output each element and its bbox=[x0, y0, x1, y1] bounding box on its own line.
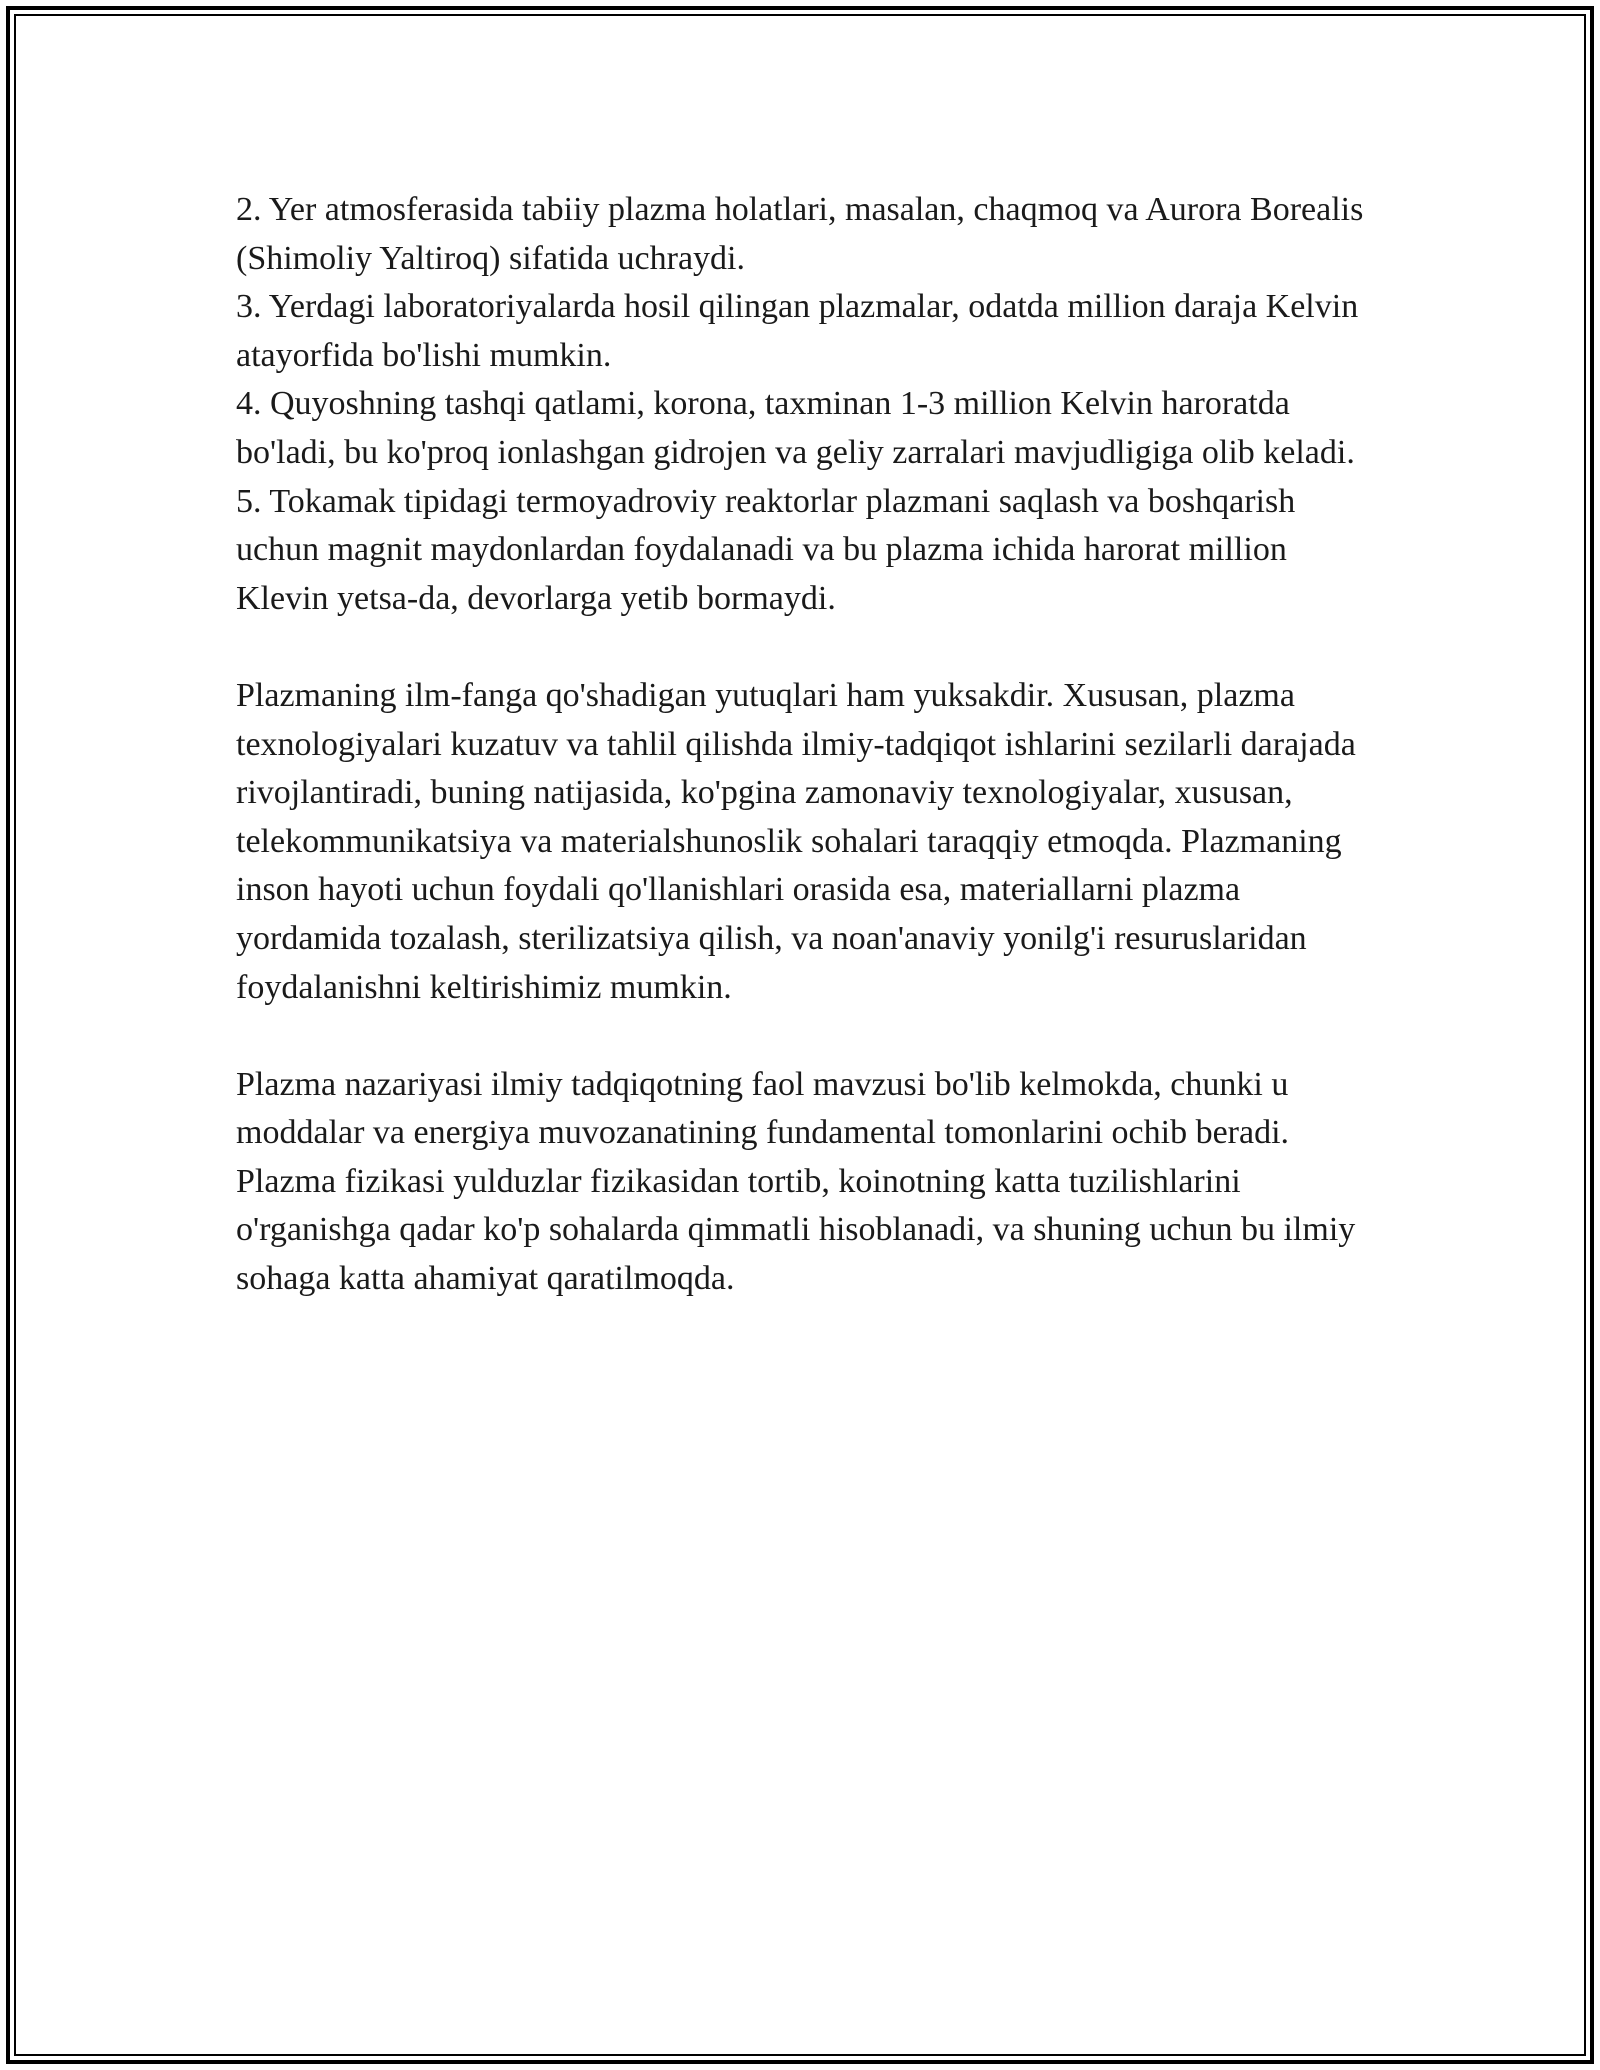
paragraph: Plazma nazariyasi ilmiy tadqiqotning faol mavzusi bo'lib kelmokda, chunki u moddalar va energiya muvozanatining fundamental tomonlarini ochib beradi. Plazma fizikasi yulduzlar fizikasidan tortib, koinotning katta tuzilishlarini o'rganishga qadar ko'p sohalarda qimmatli hisoblanadi, va shuning uchun bu ilmiy sohaga katta ahamiyat qaratilmoqda. bbox=[236, 1065, 1356, 1298]
paragraph: Plazmaning ilm-fanga qo'shadigan yutuqlari ham yuksakdir. Xususan, plazma texnologiyalari kuzatuv va tahlil qilishda ilmiy-tadqiqot ishlarini sezilarli darajada rivojlantiradi, buning natijasida, ko'pgina zamonaviy texnologiyalar, xususan, telekommunikatsiya va materialshunoslik sohalari taraqqiy etmoqda. Plazmaning inson hayoti uchun foydali qo'llanishlari orasida esa, materiallarni plazma yordamida tozalash, sterilizatsiya qilish, va noan'anaviy yonilg'i resuruslaridan foydalanishni keltirishimiz mumkin. bbox=[236, 676, 1356, 1006]
list-item: 2. Yer atmosferasida tabiiy plazma holatlari, masalan, chaqmoq va Aurora Borealis (Shimoliy Yaltiroq) sifatida uchraydi. bbox=[236, 191, 1364, 277]
document-body bbox=[236, 186, 1366, 1304]
list-item: 5. Tokamak tipidagi termoyadroviy reaktorlar plazmani saqlash va boshqarish uchun magnit maydonlardan foydalanadi va bu plazma ichida harorat million Klevin yetsa-da, devorlarga yetib bormaydi. bbox=[236, 482, 1296, 617]
list-item: 4. Quyoshning tashqi qatlami, korona, taxminan 1-3 million Kelvin haroratda bo'ladi, bu ko'proq ionlashgan gidrojen va geliy zarralari mavjudligiga olib keladi. bbox=[236, 385, 1355, 471]
list-item: 3. Yerdagi laboratoriyalarda hosil qilingan plazmalar, odatda million daraja Kelvin atayorfida bo'lishi mumkin. bbox=[236, 288, 1359, 374]
